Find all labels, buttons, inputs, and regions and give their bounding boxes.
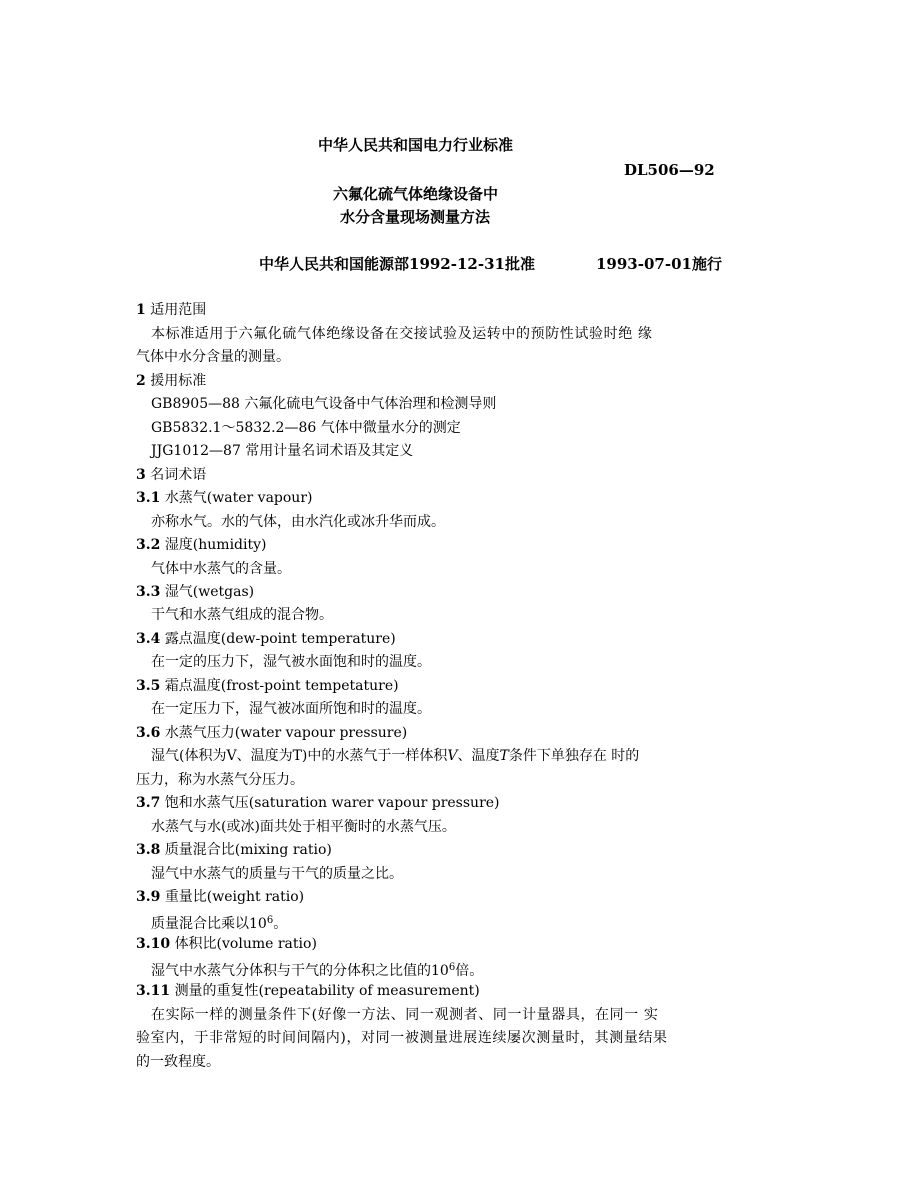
term-title: 霜点温度(frost-point tempetature) <box>164 678 399 694</box>
term-3-7-body: 水蒸气与水(或冰)面共处于相平衡时的水蒸气压。 <box>151 819 456 835</box>
section-number: 2 <box>136 373 146 389</box>
term-number: 3.1 <box>136 490 161 506</box>
body-text: 倍。 <box>455 963 484 979</box>
section-number: 1 <box>136 302 146 318</box>
term-number: 3.3 <box>136 584 161 600</box>
term-title: 测量的重复性(repeatability of measurement) <box>174 983 480 999</box>
term-number: 3.9 <box>136 889 161 905</box>
approval-info: 中华人民共和国能源部1992-12-31批准 <box>259 255 535 273</box>
term-3-1-heading <box>136 488 312 508</box>
document-title-line1: 六氟化硫气体绝缘设备中 <box>333 185 499 203</box>
term-3-2-body: 气体中水蒸气的含量。 <box>151 561 291 577</box>
body-text: 、温度 <box>457 748 500 764</box>
term-number: 3.4 <box>136 631 161 647</box>
term-title: 体积比(volume ratio) <box>174 936 317 952</box>
section-title: 名词术语 <box>150 467 207 483</box>
term-3-6-body-line2: 压力，称为水蒸气分压力。 <box>136 772 304 788</box>
term-3-10-body <box>151 958 483 981</box>
exponent: 6 <box>448 962 456 973</box>
term-3-11-body-line2: 验室内，于非常短的时间间隔内)，对同一被测量进展连续屡次测量时，其测量结果 <box>136 1030 668 1046</box>
term-3-11-body-line3: 的一致程度。 <box>136 1054 220 1070</box>
term-number: 3.8 <box>136 842 161 858</box>
standard-code: DL506—92 <box>624 161 715 179</box>
term-3-9-body <box>151 911 287 934</box>
term-3-5-body: 在一定压力下，湿气被冰面所饱和时的温度。 <box>151 701 431 717</box>
term-number: 3.7 <box>136 795 161 811</box>
term-title: 水蒸气压力(water vapour pressure) <box>164 725 408 741</box>
body-text: 。 <box>273 916 288 932</box>
reference-item: JJG1012—87 常用计量名词术语及其定义 <box>151 443 414 459</box>
term-3-3-heading <box>136 582 254 602</box>
body-text: 湿气中水蒸气分体积与干气的分体积之比值的10 <box>151 963 449 979</box>
reference-item: GB5832.1～5832.2—86 气体中微量水分的测定 <box>151 420 461 436</box>
term-3-10-heading <box>136 934 317 954</box>
reference-item: GB8905—88 六氟化硫电气设备中气体治理和检测导则 <box>151 396 497 412</box>
document-title-line2: 水分含量现场测量方法 <box>340 208 491 226</box>
section-3-heading <box>136 465 206 485</box>
term-3-9-heading <box>136 887 304 907</box>
term-title: 饱和水蒸气压(saturation warer vapour pressure) <box>164 795 500 811</box>
term-3-4-heading <box>136 629 396 649</box>
term-3-7-heading <box>136 793 500 813</box>
section-1-body-line1: 本标准适用于六氟化硫气体绝缘设备在交接试验及运转中的预防性试验时绝 缘 <box>151 326 653 342</box>
body-text: 条件下单独存在 时的 <box>508 748 640 764</box>
section-1-heading <box>136 300 206 320</box>
effective-date: 1993-07-01施行 <box>596 255 722 273</box>
section-number: 3 <box>136 467 146 483</box>
term-title: 重量比(weight ratio) <box>164 889 305 905</box>
section-2-heading <box>136 371 206 391</box>
term-title: 露点温度(dew-point temperature) <box>164 631 396 647</box>
standard-organization: 中华人民共和国电力行业标准 <box>318 136 514 154</box>
term-number: 3.10 <box>136 936 171 952</box>
term-3-11-heading <box>136 981 480 1001</box>
section-title: 援用标准 <box>150 373 207 389</box>
section-1-body-line2: 气体中水分含量的测量。 <box>136 349 290 365</box>
term-title: 质量混合比(mixing ratio) <box>164 842 332 858</box>
term-3-4-body: 在一定的压力下，湿气被水面饱和时的温度。 <box>151 654 431 670</box>
temperature-symbol: T <box>499 748 509 764</box>
term-3-1-body: 亦称水气。水的气体，由水汽化或冰升华而成。 <box>151 514 445 530</box>
term-3-11-body-line1: 在实际一样的测量条件下(好像一方法、同一观测者、同一计量器具，在同一 实 <box>151 1007 659 1023</box>
volume-symbol: V <box>447 748 458 764</box>
term-3-6-body-line1 <box>151 746 639 766</box>
term-3-5-heading <box>136 676 399 696</box>
term-number: 3.2 <box>136 537 161 553</box>
term-number: 3.11 <box>136 983 171 999</box>
term-3-2-heading <box>136 535 267 555</box>
body-text: 湿气(体积为V、温度为T)中的水蒸气于一样体积 <box>151 748 448 764</box>
term-title: 湿气(wetgas) <box>164 584 255 600</box>
term-3-6-heading <box>136 723 407 743</box>
body-text: 质量混合比乘以10 <box>151 916 267 932</box>
term-number: 3.5 <box>136 678 161 694</box>
term-3-8-heading <box>136 840 332 860</box>
exponent: 6 <box>266 915 274 926</box>
term-3-8-body: 湿气中水蒸气的质量与干气的质量之比。 <box>151 866 403 882</box>
term-title: 湿度(humidity) <box>164 537 267 553</box>
section-title: 适用范围 <box>150 302 207 318</box>
term-number: 3.6 <box>136 725 161 741</box>
term-3-3-body: 干气和水蒸气组成的混合物。 <box>151 607 333 623</box>
term-title: 水蒸气(water vapour) <box>164 490 313 506</box>
